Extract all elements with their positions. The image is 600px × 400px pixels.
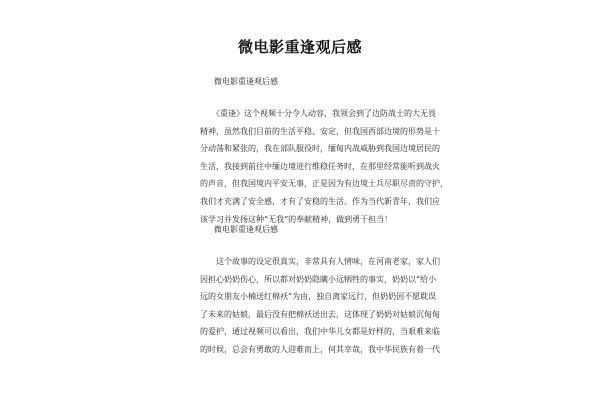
paragraph-line: 我们才充满了安全感，才有了安稳的生活。作为当代新青年，我们应 bbox=[200, 196, 440, 206]
paragraph-line: 了未来的姑娘，最后没有把棉袄送出去，这体现了奶奶对姑娘沉甸甸 bbox=[200, 309, 440, 319]
paragraph-line: 《重逢》这个视频十分令人动容，我领会到了边防战士的大无畏 bbox=[200, 109, 436, 118]
paragraph-line: 分动荡和紧张的，我在部队服役时，缅甸内战威胁到我国边境居民的 bbox=[200, 144, 440, 154]
section-2-subtitle: 微电影重逢观后感 bbox=[214, 225, 278, 234]
paragraph-line: 精神，虽然我们目前的生活平稳、安定，但我国西部边境的形势是十 bbox=[200, 126, 440, 136]
paragraph-line: 的时候，总会有勇敢的人迎难而上，何其幸哉，我中华民族有着一代 bbox=[200, 344, 440, 354]
section-1-subtitle: 微电影重逢观后感 bbox=[214, 77, 278, 86]
section-1-paragraph bbox=[200, 105, 448, 228]
paragraph-line: 该学习并发扬这种“无我”的奉献精神，做到勇于担当！ bbox=[200, 214, 393, 224]
paragraph-line: 这个故事的设定很真实，非常具有人情味，在河南老家，家人们 bbox=[200, 257, 440, 266]
page-title: 微电影重逢观后感 bbox=[237, 38, 362, 56]
paragraph-line: 的声音，但我国境内平安无事，正是因为有边境士兵尽职尽责的守护， bbox=[200, 179, 448, 189]
paragraph-line: 的爱护，通过视频可以看出，我们中华儿女都是好样的，当艰难来临 bbox=[200, 327, 440, 337]
paragraph-line: 因担心奶奶伤心，所以都对奶奶隐瞒小远牺牲的事实，奶奶以“给小 bbox=[200, 274, 437, 284]
paragraph-line: 远的女朋友小楠送红棉袄”为由，独自离家远行，但奶奶因不愿耽误 bbox=[200, 292, 437, 302]
paragraph-line: 生活，我接到前往中缅边境进行维稳任务时，在那里经常能听到战火 bbox=[200, 161, 440, 171]
section-2-paragraph bbox=[200, 253, 440, 359]
